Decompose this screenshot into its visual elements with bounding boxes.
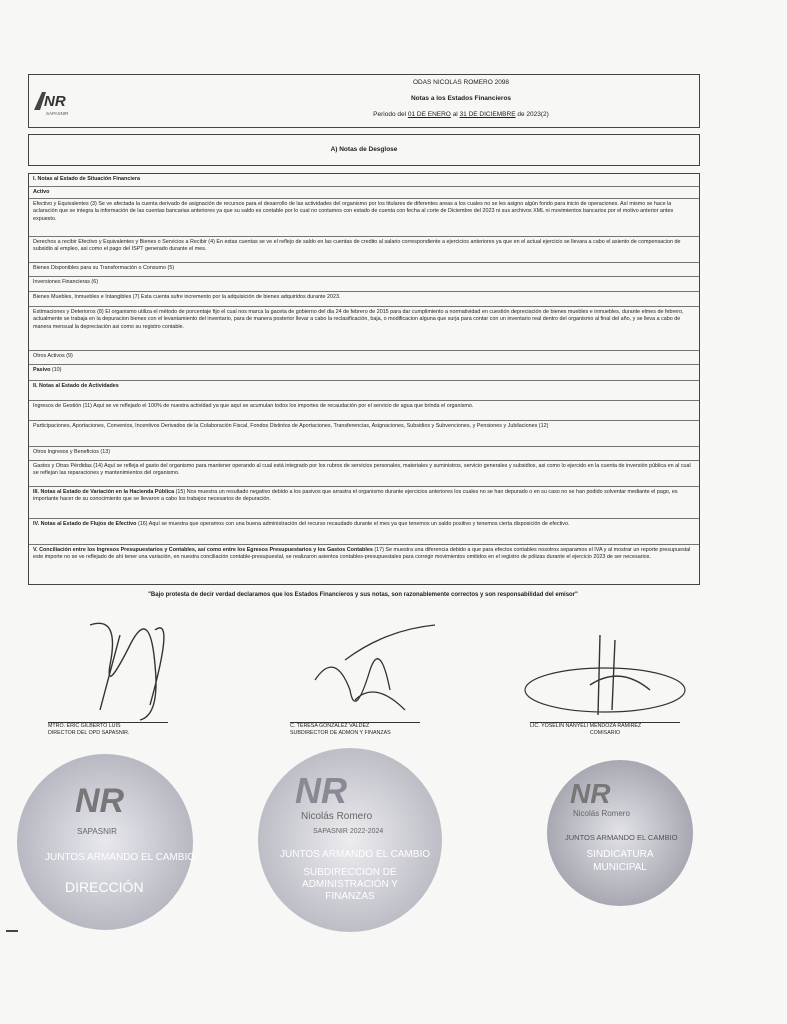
svg-text:NR: NR bbox=[570, 778, 611, 809]
section-title-box bbox=[28, 134, 700, 166]
svg-text:DIRECCIÓN: DIRECCIÓN bbox=[65, 879, 144, 895]
signer-title-3: COMISARIO bbox=[589, 729, 621, 736]
entity-name: ODAS NICOLAS ROMERO 2098 bbox=[412, 79, 510, 86]
svg-text:NR: NR bbox=[75, 782, 125, 820]
note-row: I. Notas al Estado de Situación Financiera bbox=[29, 174, 699, 187]
stamp-subdireccion: NR Nicolás Romero SAPASNIR 2022-2024 JUNTOS ARMANDO EL CAMBIO SUBDIRECCIÓN DE ADMINISTRACIÓN Y FINANZAS bbox=[255, 745, 445, 935]
signature-block-1 bbox=[48, 722, 168, 736]
signer-title-1: DIRECTOR DEL OPD SAPASNIR. bbox=[48, 729, 130, 736]
stamp-direccion bbox=[15, 752, 195, 932]
note-row: II. Notas al Estado de Actividades bbox=[29, 381, 699, 401]
note-row: Derechos a recibir Efectivo y Equivalentes y Bienes o Servicios a Recibir (4) En estas cuentas se ve el reflejo de saldo en las cuentas de credito al salario correspondiente a ejercicios anteriores ya que en el actual ejercicio se llevara a cabo el asiento de compensacion de subsidio al empleo, asi como el pago del ISPT generado durante el mes. bbox=[29, 237, 699, 263]
note-row: Otros Ingresos y Beneficios (13) bbox=[29, 447, 699, 461]
svg-text:SAPASNIR: SAPASNIR bbox=[46, 111, 69, 116]
note-row: Pasivo (10) bbox=[29, 365, 699, 381]
note-row: III. Notas al Estado de Variación en la Hacienda Pública (15) Nos muestra un resultado negativo debido a los pasivos que arrastra el organismo durante ejercicios anteriores los cuales no se han depurado o en su caso no se han podido solventar mediante el pago, es importante hacer de su conocimiento que se llevaron a cabo los trabajos necesarios de depuración. bbox=[29, 487, 699, 519]
svg-text:Nicolás Romero: Nicolás Romero bbox=[301, 811, 373, 822]
signature-1-scribble bbox=[60, 605, 200, 725]
note-row: Participaciones, Aportaciones, Convenios, Incentivos Derivados de la Colaboración Fiscal, Fondos Distintos de Aportaciones, Transferencias, Asignaciones, Subsidios y Subvenciones, y Pensiones y Jubilaciones (12) bbox=[29, 421, 699, 447]
note-row: Ingresos de Gestión (11) Aquí se ve reflejado el 100% de nuestra actividad ya que aquí se acumulan todos los importes de recaudación por el servicio de agua que brinda el organismo. bbox=[29, 401, 699, 421]
svg-text:JUNTOS ARMANDO EL CAMBIO: JUNTOS ARMANDO EL CAMBIO bbox=[565, 833, 678, 842]
note-row: Activo bbox=[29, 187, 699, 199]
period-end: 31 DE DICIEMBRE bbox=[459, 111, 516, 118]
period-line: Periodo del 01 DE ENERO al 31 DE DICIEMBRE de 2023(2) bbox=[373, 111, 549, 118]
document-title: Notas a los Estados Financieros bbox=[410, 95, 512, 102]
svg-text:Nicolás Romero: Nicolás Romero bbox=[573, 809, 630, 818]
note-row: Estimaciones y Deterioros (8) El organismo utiliza el método de porcentaje fijo el cual nos marca la gaceta de gobierno del dia 24 de febrero de 2015 para dar cumplimiento a normatividad en cuestión depreciación de bienes muebles e inmuebles, durante elmes de febrero, actualmente se trabaja en la depuracion bienes con el levantamiento del inventario, para de manera posterior llevar a cabo la reclasificación, baja, o modificacion alguna que surja para contar con un inventario real dentro del organismo al final del año, y se lleva a cabo de manera mensual la depreciación asi como su registro contable. bbox=[29, 307, 699, 351]
svg-text:NR: NR bbox=[44, 93, 66, 110]
note-row: V. Conciliación entre los Ingresos Presupuestarios y Contables, así como entre los Egresos Presupuestarios y los Gastos Contables (17) Se muestra una diferencia debido a que para efectos contables nosotros separamos el IVA y al mostrar un reporte presupuestal este importe no se ve reflejado de ahí tener una variación, en nuestra conciliación contable-presupuestal, se realizaron asientos contables-presupuestales para corregir movimientos omitidos en el registro de pólizas durante el ejercicio 2023 de ser necesarios. bbox=[33, 547, 691, 561]
signature-block-3 bbox=[530, 722, 680, 736]
signer-name-3: LIC. YOSELIN NANYELI MENDOZA RAMIREZ bbox=[530, 722, 680, 730]
note-row: Efectivo y Equivalentes (3) Se ve afectada la cuenta derivado de asignación de recursos para el desarrollo de las actividades del organismo por los titulares de diferentes areas a los cuales no se les asigno algún fondo para inicio de operaciones. Así mismo se hace la aclaración que se integra la información de las cuentas bancarias anteriores ya que su saldo es contable por lo cual no contamos con estado de cuenta con fecha al corte de Diciembre del 2023 ni sus archivos XML ni movimientos bancarios por el motivo anterior antes expuesto. bbox=[29, 199, 699, 237]
note-row: Inversiones Financieras (6) bbox=[29, 277, 699, 292]
signer-name-1: MTRO. ERIC GILBERTO LUIS bbox=[48, 722, 168, 730]
svg-text:NR: NR bbox=[295, 770, 347, 811]
svg-text:SAPASNIR 2022-2024: SAPASNIR 2022-2024 bbox=[313, 828, 384, 835]
note-row: Bienes Disponibles para su Transformación o Consumo (5) bbox=[29, 263, 699, 277]
signature-block-2 bbox=[290, 722, 420, 736]
signer-name-2: C. TERESA GONZALEZ VALDEZ bbox=[290, 722, 420, 730]
period-start: 01 DE ENERO bbox=[407, 111, 451, 118]
notes-table bbox=[28, 173, 700, 585]
note-row: Gastos y Otras Pérdidas (14) Aquí se refleja el gasto del organismo para mantener operando al cual está integrado por los rubros de servicios personales, materiales y suministros, servicio generales y subsidios, asi como lo ejercido en la cuenta de inversión pública en al cual se reflejan las reparaciones y mantenimientos del organismo. bbox=[29, 461, 699, 487]
signature-2-scribble bbox=[295, 620, 445, 730]
svg-text:JUNTOS ARMANDO EL CAMBIO: JUNTOS ARMANDO EL CAMBIO bbox=[280, 849, 431, 860]
svg-text:SAPASNIR: SAPASNIR bbox=[77, 827, 117, 836]
signature-3-scribble bbox=[520, 625, 690, 725]
declaration: "Bajo protesta de decir verdad declaramos que los Estados Financieros y sus notas, son razonablemente correctos y son responsabilidad del emisor" bbox=[148, 592, 578, 598]
stamp-sindicatura: NR Nicolás Romero JUNTOS ARMANDO EL CAMBIO SINDICATURA MUNICIPAL bbox=[545, 758, 695, 908]
note-row: IV. Notas al Estado de Flujos de Efectivo (16) Aquí se muestra que operamos con una buena administración del recurso recaudado durante el mes ya que tenemos un saldo positivo y tenemos cierta disposición de efectivo. bbox=[29, 519, 699, 545]
svg-text:JUNTOS ARMANDO EL CAMBIO: JUNTOS ARMANDO EL CAMBIO bbox=[45, 852, 196, 863]
signer-title-2: SUBDIRECTOR DE ADMON Y FINANZAS bbox=[290, 729, 391, 736]
edge-mark bbox=[6, 930, 18, 932]
document-header bbox=[28, 74, 700, 128]
note-row: Bienes Muebles, Inmuebles e Intangibles (7) Esta cuenta sufre incremento por la adquisición de bienes adquiridos durante 2023. bbox=[29, 292, 699, 307]
section-title: A) Notas de Desglose bbox=[330, 146, 398, 153]
note-row: Otros Activos (9) bbox=[29, 351, 699, 365]
